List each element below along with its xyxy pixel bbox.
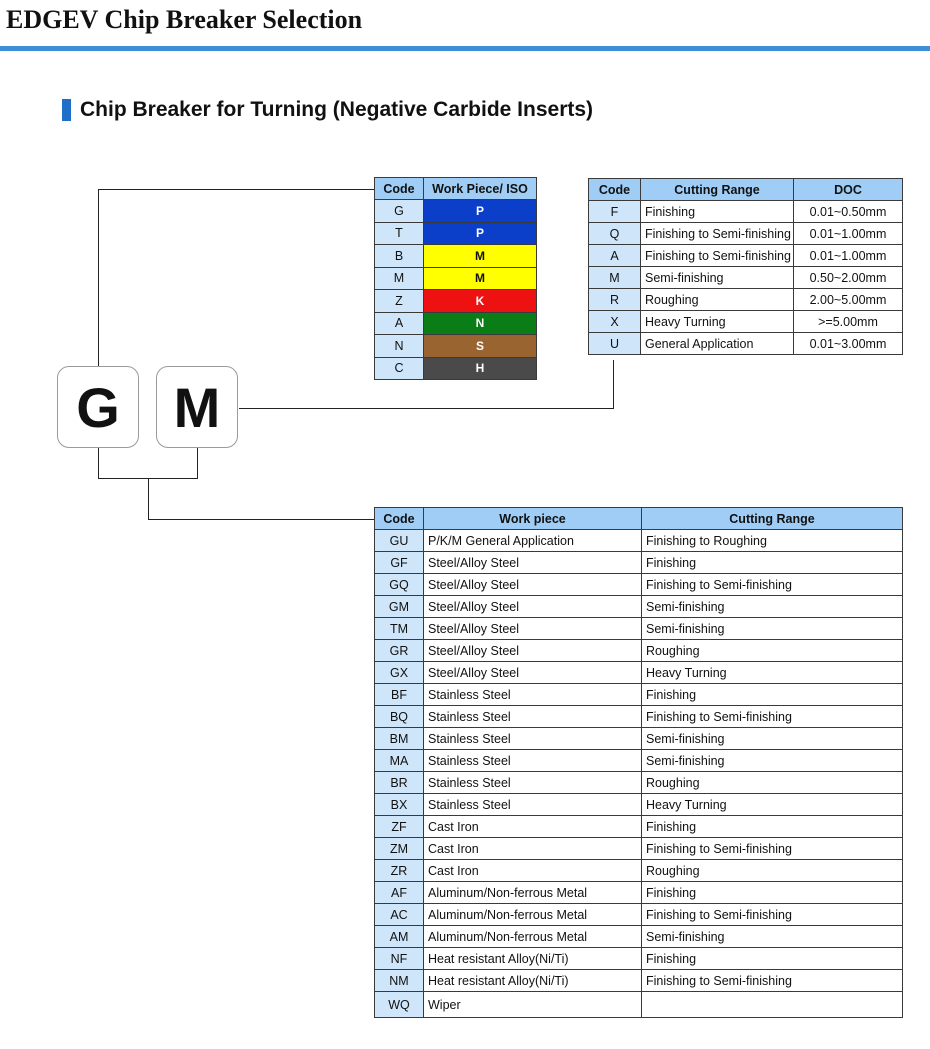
- combo-code-cell: BX: [375, 794, 424, 816]
- combo-table-row: [375, 838, 903, 860]
- combo-table-row: [375, 904, 903, 926]
- combo-table-row: [375, 882, 903, 904]
- combo-cutting-cell: Heavy Turning: [642, 794, 903, 816]
- combo-code-cell: ZM: [375, 838, 424, 860]
- iso-header-code: Code: [375, 178, 424, 200]
- combo-header-cutting-range: Cutting Range: [642, 508, 903, 530]
- range-doc-cell: 0.01~3.00mm: [794, 333, 903, 355]
- section-marker: [62, 99, 71, 121]
- combo-code-cell: BM: [375, 728, 424, 750]
- combo-table-row: [375, 662, 903, 684]
- combo-workpiece-cell: Stainless Steel: [424, 728, 642, 750]
- combo-workpiece-cell: Aluminum/Non-ferrous Metal: [424, 926, 642, 948]
- iso-code-cell: B: [375, 245, 424, 268]
- page-title: EDGEV Chip Breaker Selection: [6, 5, 363, 34]
- combo-cutting-cell: Roughing: [642, 772, 903, 794]
- combo-code-cell: GF: [375, 552, 424, 574]
- combo-table-row: [375, 552, 903, 574]
- range-cutting-cell: Finishing to Semi-finishing: [641, 223, 794, 245]
- combo-code-cell: NM: [375, 970, 424, 992]
- iso-code-cell: C: [375, 357, 424, 380]
- connector-g-vertical: [98, 189, 99, 366]
- section-title: Chip Breaker for Turning (Negative Carbide Inserts): [80, 98, 594, 121]
- range-doc-cell: 0.01~1.00mm: [794, 223, 903, 245]
- letter-box-g: G: [57, 366, 139, 448]
- iso-table-row: [375, 290, 537, 313]
- combo-workpiece-cell: Steel/Alloy Steel: [424, 640, 642, 662]
- range-table-row: [589, 245, 903, 267]
- combo-cutting-cell: Semi-finishing: [642, 596, 903, 618]
- combo-cutting-cell: Semi-finishing: [642, 618, 903, 640]
- iso-code-cell: A: [375, 312, 424, 335]
- chip-breaker-code-table: [374, 507, 903, 1018]
- combo-table-row: [375, 728, 903, 750]
- combo-table-row: [375, 574, 903, 596]
- range-cutting-cell: Finishing: [641, 201, 794, 223]
- iso-class-cell: P: [424, 222, 537, 245]
- combo-cutting-cell: Finishing to Semi-finishing: [642, 574, 903, 596]
- range-cutting-cell: Roughing: [641, 289, 794, 311]
- combo-table-row: [375, 772, 903, 794]
- range-cutting-cell: General Application: [641, 333, 794, 355]
- combo-cutting-cell: Finishing: [642, 882, 903, 904]
- combo-cutting-cell: Finishing: [642, 948, 903, 970]
- combo-code-cell: BQ: [375, 706, 424, 728]
- combo-workpiece-cell: Stainless Steel: [424, 794, 642, 816]
- range-code-cell: X: [589, 311, 641, 333]
- connector-m-vertical: [613, 360, 614, 409]
- combo-workpiece-cell: Cast Iron: [424, 838, 642, 860]
- range-code-cell: M: [589, 267, 641, 289]
- iso-table: [374, 177, 537, 380]
- iso-table-row: [375, 312, 537, 335]
- range-doc-cell: >=5.00mm: [794, 311, 903, 333]
- combo-workpiece-cell: Wiper: [424, 992, 642, 1018]
- combo-code-cell: ZR: [375, 860, 424, 882]
- combo-code-cell: ZF: [375, 816, 424, 838]
- combo-code-cell: AC: [375, 904, 424, 926]
- combo-code-cell: NF: [375, 948, 424, 970]
- combo-table-row: [375, 816, 903, 838]
- connector-combo-horizontal: [148, 519, 374, 520]
- iso-table-row: [375, 357, 537, 380]
- combo-cutting-cell: Finishing: [642, 684, 903, 706]
- combo-cutting-cell: Semi-finishing: [642, 750, 903, 772]
- combo-code-cell: AF: [375, 882, 424, 904]
- combo-code-cell: GX: [375, 662, 424, 684]
- combo-workpiece-cell: Steel/Alloy Steel: [424, 552, 642, 574]
- combo-workpiece-cell: Cast Iron: [424, 816, 642, 838]
- range-cutting-cell: Semi-finishing: [641, 267, 794, 289]
- connector-g-horizontal: [98, 189, 374, 190]
- range-doc-cell: 0.01~0.50mm: [794, 201, 903, 223]
- combo-cutting-cell: Finishing to Semi-finishing: [642, 970, 903, 992]
- combo-workpiece-cell: Steel/Alloy Steel: [424, 574, 642, 596]
- combo-table-row: [375, 750, 903, 772]
- combo-code-cell: GR: [375, 640, 424, 662]
- range-header-cutting-range: Cutting Range: [641, 179, 794, 201]
- range-table-row: [589, 201, 903, 223]
- combo-code-cell: AM: [375, 926, 424, 948]
- iso-code-cell: M: [375, 267, 424, 290]
- combo-cutting-cell: Roughing: [642, 860, 903, 882]
- iso-table-row: [375, 200, 537, 223]
- range-table-row: [589, 311, 903, 333]
- cutting-range-table: [588, 178, 903, 355]
- combo-code-cell: GQ: [375, 574, 424, 596]
- range-code-cell: U: [589, 333, 641, 355]
- range-header-code: Code: [589, 179, 641, 201]
- combo-table-row: [375, 860, 903, 882]
- iso-code-cell: T: [375, 222, 424, 245]
- combo-cutting-cell: Semi-finishing: [642, 926, 903, 948]
- combo-workpiece-cell: Aluminum/Non-ferrous Metal: [424, 904, 642, 926]
- iso-header-workpiece: Work Piece/ ISO: [424, 178, 537, 200]
- connector-combo-vertical: [148, 478, 149, 519]
- iso-code-cell: N: [375, 335, 424, 358]
- range-table-row: [589, 289, 903, 311]
- combo-table-row: [375, 684, 903, 706]
- combo-table-row: [375, 992, 903, 1018]
- combo-workpiece-cell: Steel/Alloy Steel: [424, 662, 642, 684]
- combo-code-cell: MA: [375, 750, 424, 772]
- combo-code-cell: WQ: [375, 992, 424, 1018]
- combo-table-row: [375, 926, 903, 948]
- combo-code-cell: BR: [375, 772, 424, 794]
- title-rule: [0, 46, 930, 51]
- range-table-row: [589, 223, 903, 245]
- combo-cutting-cell: Finishing: [642, 816, 903, 838]
- combo-workpiece-cell: Stainless Steel: [424, 706, 642, 728]
- range-table-row: [589, 267, 903, 289]
- combo-header-workpiece: Work piece: [424, 508, 642, 530]
- iso-table-header: [375, 178, 537, 200]
- combo-workpiece-cell: Aluminum/Non-ferrous Metal: [424, 882, 642, 904]
- combo-workpiece-cell: Stainless Steel: [424, 750, 642, 772]
- iso-table-row: [375, 245, 537, 268]
- combo-cutting-cell: Roughing: [642, 640, 903, 662]
- range-cutting-cell: Finishing to Semi-finishing: [641, 245, 794, 267]
- range-doc-cell: 2.00~5.00mm: [794, 289, 903, 311]
- combo-code-cell: BF: [375, 684, 424, 706]
- iso-code-cell: Z: [375, 290, 424, 313]
- iso-table-row: [375, 335, 537, 358]
- combo-table-row: [375, 794, 903, 816]
- range-code-cell: F: [589, 201, 641, 223]
- combo-table-row: [375, 618, 903, 640]
- iso-table-row: [375, 222, 537, 245]
- iso-class-cell: N: [424, 312, 537, 335]
- combo-table-header: [375, 508, 903, 530]
- combo-cutting-cell: Finishing to Roughing: [642, 530, 903, 552]
- combo-table-row: [375, 706, 903, 728]
- combo-code-cell: GU: [375, 530, 424, 552]
- combo-cutting-cell: Finishing: [642, 552, 903, 574]
- combo-header-code: Code: [375, 508, 424, 530]
- combo-workpiece-cell: Heat resistant Alloy(Ni/Ti): [424, 948, 642, 970]
- iso-class-cell: M: [424, 245, 537, 268]
- iso-class-cell: M: [424, 267, 537, 290]
- range-table-row: [589, 333, 903, 355]
- combo-cutting-cell: Finishing to Semi-finishing: [642, 904, 903, 926]
- combo-code-cell: TM: [375, 618, 424, 640]
- iso-class-cell: K: [424, 290, 537, 313]
- combo-cutting-cell: Finishing to Semi-finishing: [642, 838, 903, 860]
- range-doc-cell: 0.01~1.00mm: [794, 245, 903, 267]
- combo-workpiece-cell: Stainless Steel: [424, 772, 642, 794]
- combo-workpiece-cell: Steel/Alloy Steel: [424, 618, 642, 640]
- combo-table-row: [375, 640, 903, 662]
- combo-table-row: [375, 970, 903, 992]
- letter-box-m: M: [156, 366, 238, 448]
- combo-workpiece-cell: Heat resistant Alloy(Ni/Ti): [424, 970, 642, 992]
- combo-workpiece-cell: Stainless Steel: [424, 684, 642, 706]
- combo-cutting-cell: Semi-finishing: [642, 728, 903, 750]
- range-cutting-cell: Heavy Turning: [641, 311, 794, 333]
- combo-cutting-cell: [642, 992, 903, 1018]
- iso-class-cell: H: [424, 357, 537, 380]
- combo-workpiece-cell: P/K/M General Application: [424, 530, 642, 552]
- combo-table-row: [375, 948, 903, 970]
- iso-class-cell: P: [424, 200, 537, 223]
- iso-table-row: [375, 267, 537, 290]
- combo-table-row: [375, 596, 903, 618]
- combo-workpiece-cell: Steel/Alloy Steel: [424, 596, 642, 618]
- combo-code-cell: GM: [375, 596, 424, 618]
- range-code-cell: Q: [589, 223, 641, 245]
- iso-class-cell: S: [424, 335, 537, 358]
- iso-code-cell: G: [375, 200, 424, 223]
- range-code-cell: A: [589, 245, 641, 267]
- combo-table-row: [375, 530, 903, 552]
- connector-m-horizontal: [239, 408, 614, 409]
- combo-cutting-cell: Finishing to Semi-finishing: [642, 706, 903, 728]
- range-header-doc: DOC: [794, 179, 903, 201]
- combo-cutting-cell: Heavy Turning: [642, 662, 903, 684]
- connector-m-down: [197, 448, 198, 478]
- connector-g-down: [98, 448, 99, 478]
- range-table-header: [589, 179, 903, 201]
- range-code-cell: R: [589, 289, 641, 311]
- range-doc-cell: 0.50~2.00mm: [794, 267, 903, 289]
- combo-workpiece-cell: Cast Iron: [424, 860, 642, 882]
